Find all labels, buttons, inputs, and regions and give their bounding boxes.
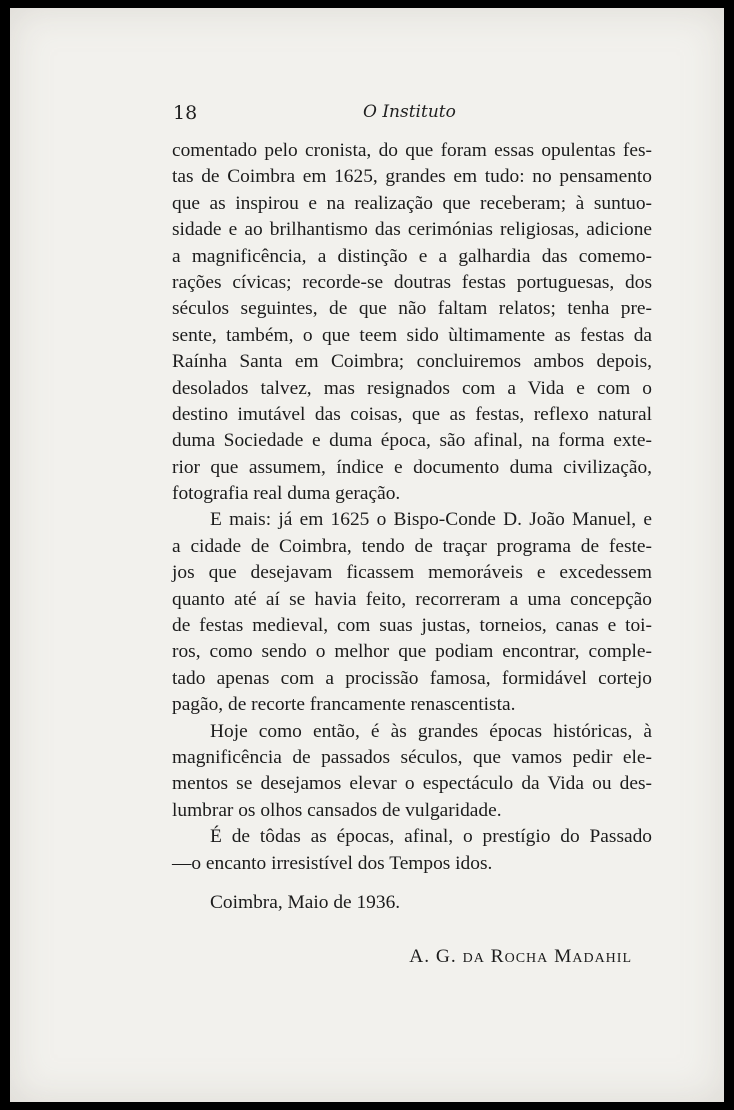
running-title: O Instituto — [363, 102, 456, 122]
text-line: pagão, de recorte francamente renascentista. — [172, 694, 516, 716]
paragraph-4 — [172, 824, 652, 877]
text-line: Raínha Santa em Coimbra; concluiremos ambos depois, — [172, 351, 652, 373]
paragraph-3 — [172, 719, 652, 825]
text-line: que as inspirou e na realização que receberam; à suntuo- — [172, 192, 652, 214]
text-line: mentos se desejamos elevar o espectáculo da Vida ou des- — [172, 773, 652, 795]
text-line: rações cívicas; recorde-se doutras festas portuguesas, dos — [172, 271, 652, 293]
body-text — [172, 138, 652, 877]
paragraph-1 — [172, 138, 652, 507]
dateline: Coimbra, Maio de 1936. — [210, 892, 401, 913]
page-header — [10, 102, 724, 126]
text-line: —o encanto irresistível dos Tempos idos. — [172, 852, 493, 874]
text-line: tado apenas com a procissão famosa, formidável cortejo — [172, 667, 652, 689]
text-line: Hoje como então, é às grandes épocas históricas, à — [210, 720, 652, 742]
text-line: sidade e ao brilhantismo das cerimónias religiosas, adicione — [172, 219, 652, 241]
text-line: duma Sociedade e duma época, são afinal, na forma exte- — [172, 430, 652, 452]
document-page — [10, 8, 724, 1102]
text-line: jos que desejavam ficassem memoráveis e excedessem — [172, 562, 652, 584]
text-line: quanto até aí se havia feito, recorreram a uma concepção — [172, 588, 652, 610]
paragraph-2 — [172, 507, 652, 718]
text-line: ros, como sendo o melhor que podiam encontrar, comple- — [172, 641, 652, 663]
text-line: séculos seguintes, de que não faltam relatos; tenha pre- — [172, 298, 652, 320]
text-line: desolados talvez, mas resignados com a Vida e com o — [172, 377, 652, 399]
page-number: 18 — [173, 102, 198, 124]
text-line: lumbrar os olhos cansados de vulgaridade. — [172, 799, 502, 821]
text-line: comentado pelo cronista, do que foram essas opulentas fes- — [172, 140, 652, 161]
author-signature: A. G. da Rocha Madahil — [409, 946, 632, 967]
text-line: sente, também, o que teem sido ùltimamente as festas da — [172, 324, 652, 346]
text-line: destino imutável das coisas, que as festas, reflexo natural — [172, 403, 652, 425]
text-line: tas de Coimbra em 1625, grandes em tudo: no pensamento — [172, 166, 652, 188]
text-line: E mais: já em 1625 o Bispo-Conde D. João Manuel, e — [210, 509, 652, 531]
text-line: de festas medieval, com suas justas, torneios, canas e toi- — [172, 615, 652, 637]
text-line: fotografia real duma geração. — [172, 483, 401, 505]
text-line: magnificência de passados séculos, que vamos pedir ele- — [172, 746, 652, 768]
text-line: rior que assumem, índice e documento duma civilização, — [172, 456, 652, 478]
text-line: É de tôdas as épocas, afinal, o prestígio do Passado — [210, 826, 652, 848]
text-line: a cidade de Coimbra, tendo de traçar programa de feste- — [172, 535, 652, 557]
text-line: a magnificência, a distinção e a galhardia das comemo- — [172, 245, 652, 267]
